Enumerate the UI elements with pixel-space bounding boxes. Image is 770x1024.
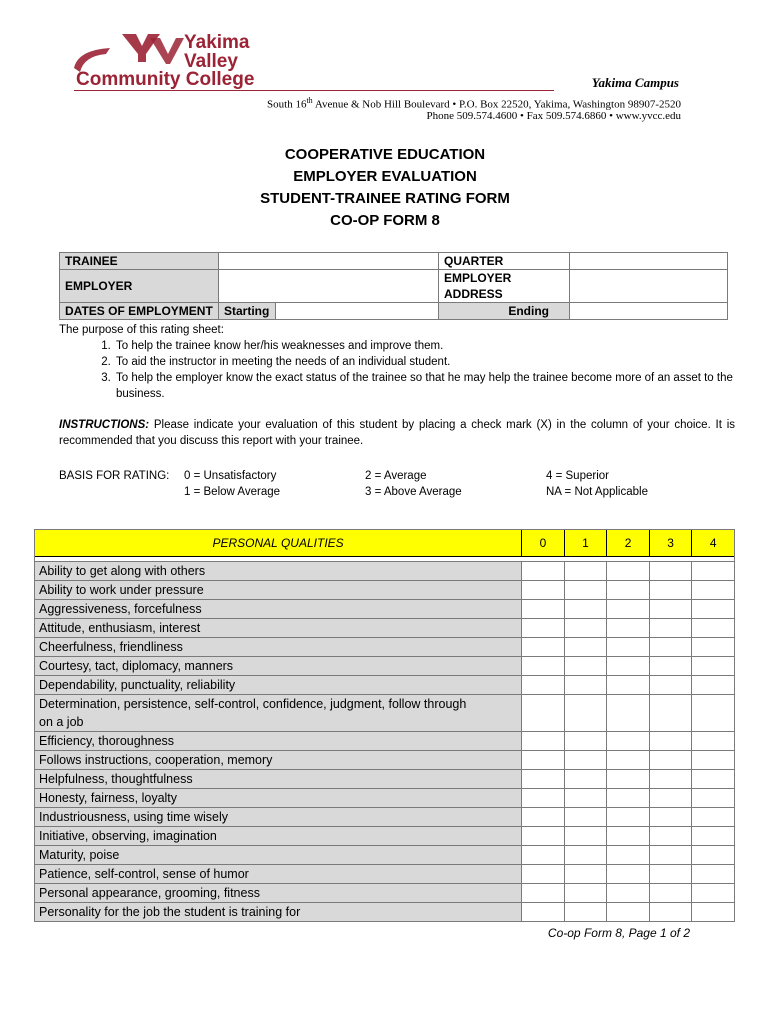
rating-cell-0[interactable] [522,657,565,676]
rating-cell-4[interactable] [692,827,735,846]
rating-cell-4[interactable] [692,581,735,600]
rating-cell-3[interactable] [649,581,692,600]
rating-cell-0[interactable] [522,638,565,657]
rating-cell-1[interactable] [564,600,607,619]
instructions [59,417,735,449]
table-row [35,846,735,865]
rating-cell-2[interactable] [607,770,650,789]
quality-label: Efficiency, thoroughness [35,732,522,751]
title-line: COOPERATIVE EDUCATION [284,146,486,163]
rating-cell-4[interactable] [692,751,735,770]
table-row [35,676,735,695]
table-row [35,751,735,770]
table-header-row [35,530,735,557]
campus-name: Yakima Campus [591,75,679,90]
rating-cell-0[interactable] [522,676,565,695]
rating-cell-0[interactable] [522,581,565,600]
purpose-intro: The purpose of this rating sheet: [59,324,224,336]
basis-2: 2 = Average [365,470,427,482]
employer-field[interactable] [219,270,439,303]
rating-cell-2[interactable] [607,789,650,808]
address-line: South 16th Avenue & Nob Hill Boulevard • P.O. Box 22520, Yakima, Washington 98907-2520 [267,96,681,111]
quality-label: Cheerfulness, friendliness [35,638,522,657]
rating-cell-2[interactable] [607,676,650,695]
col-header-2: 2 [607,530,650,557]
rating-cell-2[interactable] [607,732,650,751]
rating-cell-0[interactable] [522,884,565,903]
title-line: STUDENT-TRAINEE RATING FORM [260,190,510,207]
rating-cell-2[interactable] [607,600,650,619]
rating-cell-3[interactable] [649,770,692,789]
rating-cell-1[interactable] [564,732,607,751]
page-footer: Co-op Form 8, Page 1 of 2 [547,926,690,940]
rating-cell-4[interactable] [692,638,735,657]
rating-cell-3[interactable] [649,732,692,751]
rating-cell-3[interactable] [649,846,692,865]
rating-cell-3[interactable] [649,619,692,638]
rating-cell-1[interactable] [564,846,607,865]
rating-cell-3[interactable] [649,695,692,732]
trainee-label: TRAINEE [60,253,219,270]
purpose-item: 1. To help the trainee know her/his weaknesses and improve them. [114,338,739,354]
rating-cell-4[interactable] [692,846,735,865]
logo-line2: Valley [184,51,238,72]
rating-cell-1[interactable] [564,751,607,770]
rating-table-wrap [34,529,735,919]
rating-cell-2[interactable] [607,657,650,676]
quality-label: Ability to get along with others [35,562,522,581]
rating-cell-3[interactable] [649,789,692,808]
rating-cell-2[interactable] [607,751,650,770]
rating-cell-2[interactable] [607,903,650,922]
basis-na: NA = Not Applicable [546,486,648,498]
rating-cell-4[interactable] [692,884,735,903]
quality-rows [35,562,735,922]
personal-qualities-header: PERSONAL QUALITIES [35,530,522,557]
quality-label: Honesty, fairness, loyalty [35,789,522,808]
quality-label: Aggressiveness, forcefulness [35,600,522,619]
rating-cell-2[interactable] [607,846,650,865]
rating-cell-0[interactable] [522,865,565,884]
table-row [35,789,735,808]
rating-cell-0[interactable] [522,751,565,770]
quality-label: Attitude, enthusiasm, interest [35,619,522,638]
col-header-4: 4 [692,530,735,557]
college-logo [70,28,270,92]
rating-cell-3[interactable] [649,657,692,676]
quality-label: Initiative, observing, imagination [35,827,522,846]
quality-label: Dependability, punctuality, reliability [35,676,522,695]
rating-cell-1[interactable] [564,562,607,581]
rating-cell-4[interactable] [692,789,735,808]
table-row [35,657,735,676]
rating-cell-4[interactable] [692,732,735,751]
rating-cell-0[interactable] [522,695,565,732]
rating-cell-2[interactable] [607,695,650,732]
employer-address-field[interactable] [570,270,728,303]
quality-label: Personality for the job the student is training for [35,903,522,922]
table-row [35,600,735,619]
rating-cell-2[interactable] [607,865,650,884]
rating-cell-4[interactable] [692,695,735,732]
rating-cell-1[interactable] [564,770,607,789]
rating-cell-4[interactable] [692,865,735,884]
rating-cell-0[interactable] [522,770,565,789]
rating-cell-3[interactable] [649,638,692,657]
quality-label: Ability to work under pressure [35,581,522,600]
rating-cell-0[interactable] [522,619,565,638]
rating-cell-3[interactable] [649,808,692,827]
col-header-3: 3 [649,530,692,557]
rating-cell-0[interactable] [522,562,565,581]
rating-cell-2[interactable] [607,884,650,903]
trainee-field[interactable] [219,253,439,270]
table-row [35,770,735,789]
ending-field[interactable] [570,303,728,320]
rating-cell-1[interactable] [564,695,607,732]
rating-cell-4[interactable] [692,676,735,695]
table-row [35,581,735,600]
trainee-info-table [59,252,728,320]
rating-cell-1[interactable] [564,676,607,695]
rating-cell-3[interactable] [649,884,692,903]
rating-cell-0[interactable] [522,808,565,827]
purpose-item: 3. To help the employer know the exact status of the trainee so that he may help the trainee become more of an asset to the business. [114,370,739,402]
rating-cell-1[interactable] [564,581,607,600]
rating-cell-4[interactable] [692,619,735,638]
rating-cell-1[interactable] [564,657,607,676]
contact-line: Phone 509.574.4600 • Fax 509.574.6860 • www.yvcc.edu [426,110,681,122]
table-row [35,827,735,846]
rating-cell-0[interactable] [522,827,565,846]
basis-3: 3 = Above Average [365,486,462,498]
table-row [35,619,735,638]
instructions-label: INSTRUCTIONS: [59,419,150,431]
rating-cell-4[interactable] [692,903,735,922]
quality-label: Industriousness, using time wisely [35,808,522,827]
rating-cell-1[interactable] [564,638,607,657]
logo-line3: Community College [76,69,255,90]
purpose-item: 2. To aid the instructor in meeting the needs of an individual student. [114,354,739,370]
col-header-0: 0 [522,530,565,557]
rating-cell-0[interactable] [522,732,565,751]
rating-cell-2[interactable] [607,638,650,657]
quality-label: Determination, persistence, self-control, confidence, judgment, follow through on a job [35,695,522,732]
rating-cell-4[interactable] [692,770,735,789]
rating-cell-3[interactable] [649,676,692,695]
rating-cell-3[interactable] [649,751,692,770]
rating-cell-3[interactable] [649,865,692,884]
rating-cell-2[interactable] [607,581,650,600]
rating-cell-2[interactable] [607,562,650,581]
table-row [35,695,735,732]
basis-label: BASIS FOR RATING: [59,470,170,482]
title-line: CO-OP FORM 8 [330,212,440,229]
quality-label: Maturity, poise [35,846,522,865]
table-row [35,638,735,657]
rating-cell-1[interactable] [564,827,607,846]
ending-label: Ending [439,303,570,320]
rating-cell-4[interactable] [692,808,735,827]
table-row [35,884,735,903]
quality-label: Courtesy, tact, diplomacy, manners [35,657,522,676]
letterhead-divider [74,90,554,91]
instructions-text: Please indicate your evaluation of this student by placing a check mark (X) in the column of your choice. It is recommended that you discuss this report with your trainee. [59,419,735,447]
title-line: EMPLOYER EVALUATION [293,168,477,185]
rating-cell-1[interactable] [564,884,607,903]
rating-cell-3[interactable] [649,562,692,581]
quarter-field[interactable] [570,253,728,270]
rating-cell-0[interactable] [522,600,565,619]
basis-1: 1 = Below Average [184,486,281,498]
form-titles [0,144,770,232]
rating-cell-0[interactable] [522,789,565,808]
table-row [35,903,735,922]
starting-label: Starting [219,303,276,320]
rating-cell-3[interactable] [649,903,692,922]
rating-cell-1[interactable] [564,808,607,827]
dates-label: DATES OF EMPLOYMENT [60,303,219,320]
table-row [35,865,735,884]
rating-cell-3[interactable] [649,600,692,619]
employer-label: EMPLOYER [60,270,219,303]
table-row [35,562,735,581]
rating-cell-4[interactable] [692,657,735,676]
quality-label: Patience, self-control, sense of humor [35,865,522,884]
rating-cell-1[interactable] [564,789,607,808]
rating-cell-3[interactable] [649,827,692,846]
rating-cell-4[interactable] [692,562,735,581]
quality-label: Helpfulness, thoughtfulness [35,770,522,789]
col-header-1: 1 [564,530,607,557]
rating-cell-1[interactable] [564,619,607,638]
table-row [35,808,735,827]
rating-cell-2[interactable] [607,827,650,846]
purpose-list [59,338,739,402]
rating-cell-1[interactable] [564,903,607,922]
logo-line1: Yakima [184,32,250,53]
table-row [35,732,735,751]
rating-cell-0[interactable] [522,903,565,922]
employer-address-label: EMPLOYER ADDRESS [439,270,570,303]
quality-label: Follows instructions, cooperation, memory [35,751,522,770]
quarter-label: QUARTER [439,253,570,270]
quality-label: Personal appearance, grooming, fitness [35,884,522,903]
rating-cell-1[interactable] [564,865,607,884]
rating-cell-2[interactable] [607,619,650,638]
starting-field[interactable] [276,303,439,320]
rating-cell-2[interactable] [607,808,650,827]
purpose-section [59,322,739,402]
personal-qualities-table [34,529,735,922]
rating-cell-0[interactable] [522,846,565,865]
basis-0: 0 = Unsatisfactory [184,470,277,482]
basis-4: 4 = Superior [546,470,609,482]
rating-cell-4[interactable] [692,600,735,619]
